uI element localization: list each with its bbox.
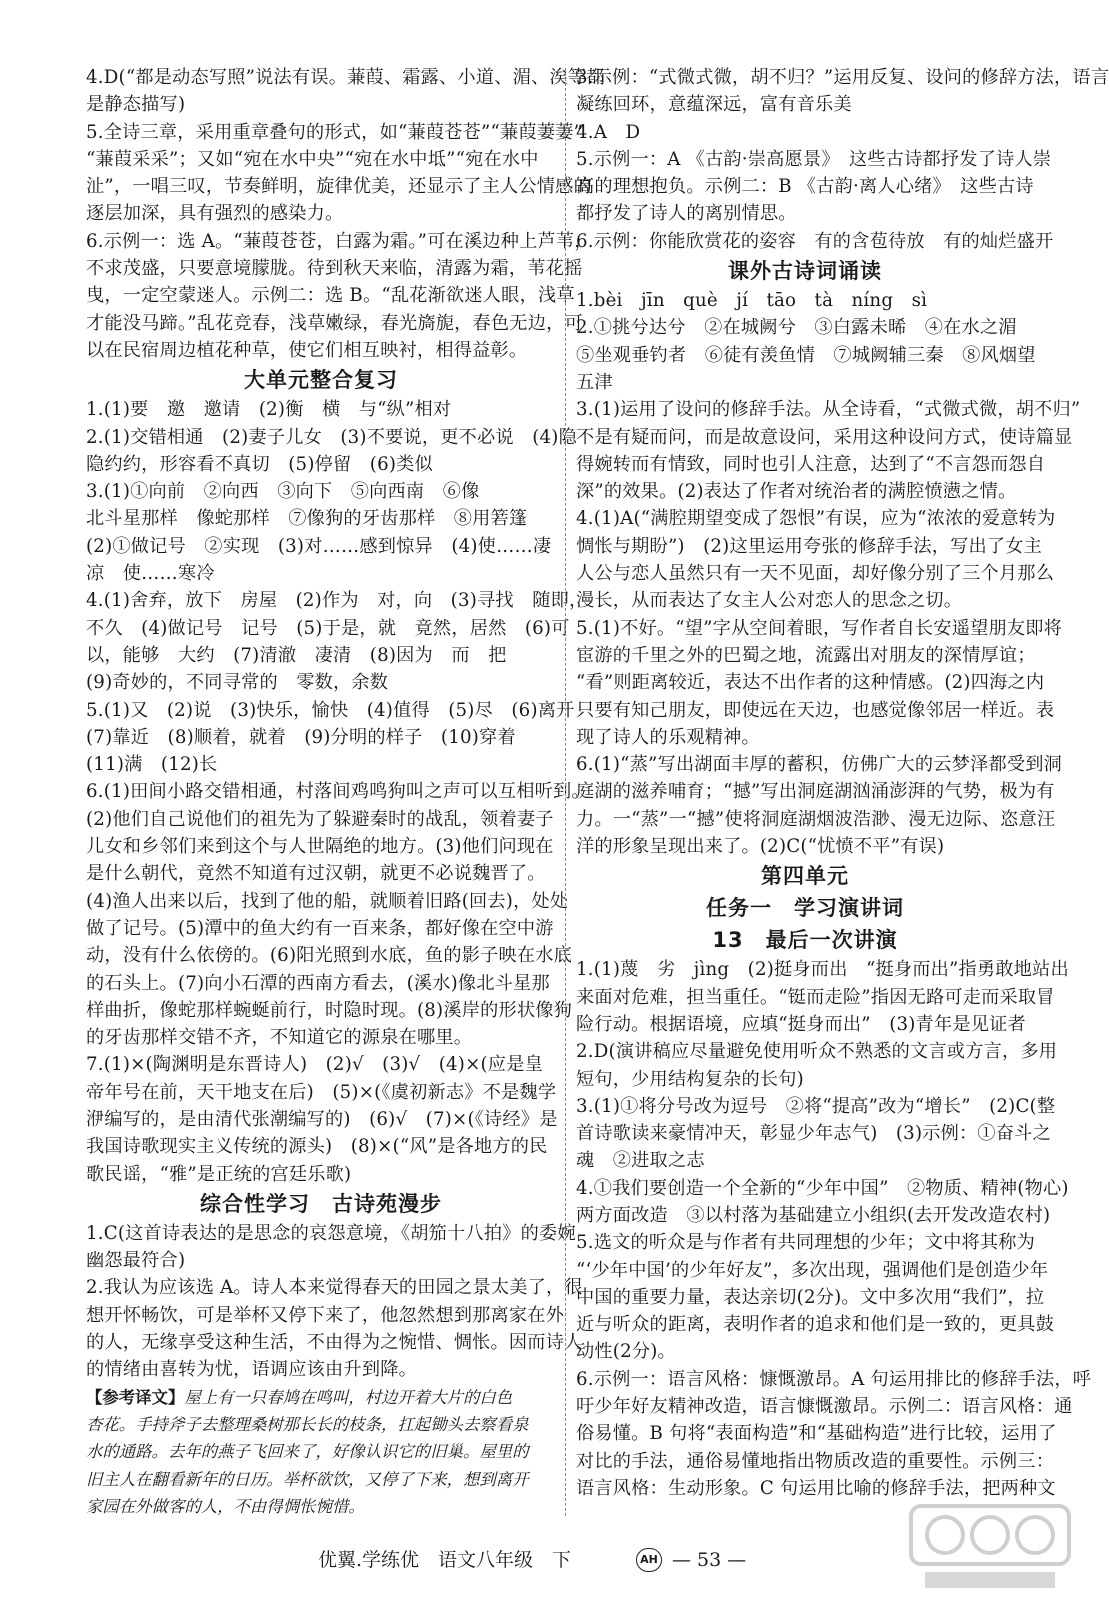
section-heading: 课外古诗词诵读 [728,259,882,284]
section-heading: 第四单元 [761,864,849,889]
answer-line: 5.全诗三章，采用重章叠句的形式，如“蒹葭苍苍”“蒹葭萋萋” [86,121,584,143]
answer-line: 3.(1)运用了设问的修辞手法。从全诗看，“式微式微，胡不归” [576,399,1081,421]
answer-line: 3.(1)①将分号改为逗号 ②将“提高”改为“增长” (2)C(整 [576,1095,1056,1117]
answer-line: 1.(1)蔑 劣 jìng (2)挺身而出 “挺身而出”指勇敢地站出 [576,959,1069,981]
answer-line: (4)渔人出来以后，找到了他的船，就顺着旧路(回去)，处处 [86,890,569,912]
section-heading: 综合性学习 古诗苑漫步 [200,1191,442,1216]
answer-line: (11)满 (12)长 [86,754,218,776]
answer-line: 5.选文的听众是与作者有共同理想的少年；文中将其称为 [576,1232,1036,1254]
answer-line: 力。一“蒸”一“撼”使将洞庭湖烟波浩渺、漫无边际、恣意汪 [576,808,1056,830]
answer-line: 不是有疑而问，而是故意设问，采用这种设问方式，使诗篇显 [576,426,1073,448]
answer-line: 曳，一定空蒙迷人。示例二：选 B。“乱花渐欲迷人眼，浅草 [86,285,575,307]
answer-line: 凉 使……寒冷 [86,563,215,585]
answer-line: 6.示例一：选 A。“蒹葭苍苍，白露为霜。”可在溪边种上芦苇， [86,230,593,252]
answer-line: 才能没马蹄。”乱花竞春，浅草嫩绿，春光旖旎，春色无边，可 [86,312,583,334]
reference-translation-line [86,1384,556,1411]
answer-line: 的情绪由喜转为忧，语调应该由升到降。 [86,1359,417,1381]
answer-line: 险行动。根据语境，应填“挺身而出” (3)青年是见证者 [576,1013,1026,1035]
section-heading: 大单元整合复习 [244,368,398,393]
answer-line: 的牙齿那样交错不齐，不知道它的源泉在哪里。 [86,1027,473,1049]
answer-line: 北斗星那样 像蛇那样 ⑦像狗的牙齿那样 ⑧用箬篷 [86,508,528,530]
answer-line: 5.(1)不好。“望”字从空间着眼，写作者自长安遥望朋友即将 [576,617,1063,639]
answer-line: 4.(1)舍弃，放下 房屋 (2)作为 对，向 (3)寻找 随即， [86,590,588,612]
answer-line: 两方面改造 ③以村落为基础建立小组织(去开发改造农村) [576,1204,1051,1226]
answer-line: 漫长，从而表达了女主人公对恋人的思念之切。 [576,590,963,612]
answer-line: 洢编写的，是由清代张潮编写的) (6)√ (7)×(《诗经》是 [86,1108,558,1130]
answer-line: 短句，少用结构复杂的长句) [576,1068,804,1090]
answer-line: 隐约约，形容看不真切 (5)停留 (6)类似 [86,453,433,475]
reference-translation-line [86,1466,556,1493]
answer-line: 近与听众的距离，表明作者的追求和他们是一致的，更具鼓 [576,1314,1055,1336]
answer-line: 6.(1)“蒸”写出湖面丰厚的蓄积，仿佛广大的云梦泽都受到洞 [576,754,1063,776]
answer-line: 只要有知己朋友，即使远在天边，也感觉像邻居一样近。表 [576,699,1055,721]
answer-line: 儿女和乡邻们来到这个与人世隔绝的地方。(3)他们问现在 [86,836,554,858]
reference-translation-text: 家园在外做客的人，不由得惆怅惋惜。 [86,1496,365,1516]
answer-line: 2.我认为应该选 A。诗人本来觉得春天的田园之景太美了，很 [86,1277,583,1299]
answer-line: (7)靠近 (8)顺着，就着 (9)分明的样子 (10)穿着 [86,726,516,748]
reference-translation-text: 屋上有一只春鸠在鸣叫，村边开着大片的白色 [184,1387,513,1407]
answer-line: 5.(1)又 (2)说 (3)快乐，愉快 (4)值得 (5)尽 (6)离开 [86,699,575,721]
answer-line: 样曲折，像蛇那样蜿蜒前行，时隐时现。(8)溪岸的形状像狗 [86,999,573,1021]
reference-translation-text: 水的通路。去年的燕子飞回来了，好像认识它的旧巢。屋里的 [86,1442,529,1462]
answer-line: (9)奇妙的，不同寻常的 零数，余数 [86,672,389,694]
answer-line: 现了诗人的乐观精神。 [576,726,760,748]
answer-line: 深”的效果。(2)表达了作者对统治者的满腔愤懑之情。 [576,481,1017,503]
answer-line: 惆怅与期盼”) (2)这里运用夸张的修辞手法，写出了女主 [576,535,1043,557]
answer-line: 不求茂盛，只要意境朦胧。待到秋天来临，清露为霜，苇花摇 [86,258,583,280]
answer-line: 做了记号。(5)潭中的鱼大约有一百来条，都好像在空中游 [86,917,554,939]
answer-line: 4.①我们要创造一个全新的“少年中国” ②物质、精神(物心) [576,1177,1069,1199]
answer-line: 人公与恋人虽然只有一天不见面，却好像分别了三个月那么 [576,563,1055,585]
answer-line: 来面对危难，担当重任。“铤而走险”指因无路可走而采取冒 [576,986,1055,1008]
answer-line: 2.①挑兮达兮 ②在城阙兮 ③白露未晞 ④在水之湄 [576,317,1017,339]
answer-line: 以在民宿周边植花种草，使它们相互映衬，相得益彰。 [86,339,528,361]
answer-line: 语言风格：生动形象。C 句运用比喻的修辞手法，把两种文 [576,1477,1056,1499]
answer-line: 是什么朝代，竟然不知道有过汉朝，就更不必说魏晋了。 [86,863,546,885]
right-column [576,64,1109,1502]
answer-line: 的人，无缘享受这种生活，不由得为之惋惜、惆怅。因而诗人 [86,1332,583,1354]
answer-line: 凝练回环，意蕴深远，富有音乐美 [576,94,852,116]
answer-line: 幽怨最符合) [86,1250,186,1272]
answer-line: 洋的形象呈现出来了。(2)C(“忧愤不平”有误) [576,836,945,858]
answer-line: “蒹葭采采”；又如“宛在水中央”“宛在水中坻”“宛在水中 [86,148,539,170]
answer-line: 4.(1)A(“满腔期望变成了怨恨”有误，应为“浓浓的爱意转为 [576,508,1056,530]
answer-line: 3.(1)①向前 ②向西 ③向下 ⑤向西南 ⑥像 [86,481,480,503]
answer-line: 吁少年好友精神改造，语言慷慨激昂。示例二：语言风格：通 [576,1396,1073,1418]
page-number: — 53 — [672,1549,747,1571]
answer-line: 以，能够 大约 (7)清澈 凄清 (8)因为 而 把 [86,644,507,666]
edition-badge: AH [636,1548,662,1572]
answer-line: 沚”，一唱三叹，节奏鲜明，旋律优美，还显示了主人公情感的 [86,176,592,198]
answer-line: 动，没有什么依傍的。(6)阳光照到水底，鱼的影子映在水底 [86,945,573,967]
reference-translation-line [86,1411,556,1438]
answer-line: 的石头上。(7)向小石潭的西南方看去，(溪水)像北斗星那 [86,972,550,994]
reference-translation-line [86,1438,556,1465]
answer-line: 1.(1)要 邀 邀请 (2)衡 横 与“纵”相对 [86,399,452,421]
answer-line: 逐层加深，具有强烈的感染力。 [86,203,344,225]
answer-line: 得婉转而有情致，同时也引人注意，达到了“不言怨而怨自 [576,453,1046,475]
answer-line: (2)他们自己说他们的祖先为了躲避秦时的战乱，领着妻子 [86,808,554,830]
answer-line: 帝年号在前，天干地支在后) (5)×(《虞初新志》不是魏学 [86,1081,557,1103]
answer-line: 庭湖的滋养哺育；“撼”写出洞庭湖汹涌澎湃的气势，极为有 [576,781,1055,803]
reference-translation-text: 杏花。手持斧子去整理桑树那长长的枝条，扛起锄头去察看泉 [86,1414,529,1434]
reference-translation-line [86,1493,556,1520]
answer-line: 中国的重要力量，表达亲切(2分)。文中多次用“我们”，拉 [576,1286,1045,1308]
answer-line: 是静态描写) [86,94,186,116]
answer-line: 对比的手法，通俗易懂地指出物质改造的重要性。示例三： [576,1450,1055,1472]
answer-line: 3.示例：“式微式微，胡不归？”运用反复、设问的修辞方法，语言 [576,67,1109,88]
reference-translation-text: 旧主人在翻看新年的日历。举杯欲饮，又停了下来，想到离开 [86,1469,529,1489]
answer-line: 4.D(“都是动态写照”说法有误。蒹葭、霜露、小道、湄、涘等都 [86,67,605,88]
answer-line: 都抒发了诗人的离别情思。 [576,203,797,225]
answer-line: 动性(2分)。 [576,1341,676,1363]
watermark-logo [905,1500,1075,1595]
answer-line: 高的理想抱负。示例二：B 《古韵·离人心绪》 这些古诗 [576,176,1034,198]
answer-line: ⑤坐观垂钓者 ⑥徒有羡鱼情 ⑦城阙辅三秦 ⑧风烟望 [576,344,1036,366]
footer-book-title: 优翼.学练优 语文八年级 下 [318,1549,572,1571]
answer-line: 7.(1)×(陶渊明是东晋诗人) (2)√ (3)√ (4)×(应是皇 [86,1054,543,1076]
reference-translation-label: 【参考译文】 [86,1387,185,1407]
section-heading: 任务一 学习演讲词 [706,896,904,921]
answer-line: “看”则距离较近，表达不出作者的这种情感。(2)四海之内 [576,672,1045,694]
answer-line: 想开怀畅饮，可是举杯又停下来了，他忽然想到那离家在外 [86,1304,565,1326]
answer-line: 4.A D [576,121,641,143]
section-heading: 13 最后一次讲演 [712,928,898,953]
answer-line: 6.示例一：语言风格：慷慨激昂。A 句运用排比的修辞手法，呼 [576,1368,1092,1390]
column-divider [565,68,566,1516]
answer-line: (2)①做记号 ②实现 (3)对……感到惊异 (4)使……凄 [86,535,552,557]
answer-line: 歌民谣，“雅”是正统的宫廷乐歌) [86,1163,352,1185]
answer-line: 我国诗歌现实主义传统的源头) (8)×(“风”是各地方的民 [86,1136,548,1158]
answer-line: 1.bèi jīn què jí tāo tà níng sì [576,290,928,312]
answer-line: 1.C(这首诗表达的是思念的哀怨意境，《胡笳十八拍》的委婉 [86,1222,576,1244]
answer-line: 不久 (4)做记号 记号 (5)于是，就 竟然，居然 (6)可 [86,617,570,639]
answer-line: 五津 [576,371,613,393]
answer-line: 魂 ②进取之志 [576,1150,705,1172]
answer-line: 首诗歌读来豪情冲天，彰显少年志气) (3)示例：①奋斗之 [576,1123,1051,1145]
answer-line: 俗易懂。B 句将“表面构造”和“基础构造”进行比较，运用了 [576,1423,1057,1445]
answer-line: 5.示例一：A 《古韵·崇高愿景》 这些古诗都抒发了诗人崇 [576,148,1052,170]
answer-line: 6.(1)田间小路交错相通，村落间鸡鸣狗叫之声可以互相听到。 [86,781,590,803]
answer-line: 2.D(演讲稿应尽量避免使用听众不熟悉的文言或方言，多用 [576,1041,1058,1063]
answer-line: 宦游的千里之外的巴蜀之地，流露出对朋友的深情厚谊； [576,644,1036,666]
answer-line: “‘少年中国’的少年好友”，多次出现，强调他们是创造少年 [576,1259,1049,1281]
answer-line: 6.示例：你能欣赏花的姿容 有的含苞待放 有的灿烂盛开 [576,230,1054,252]
answer-line: 2.(1)交错相通 (2)妻子儿女 (3)不要说，更不必说 (4)隐 [86,426,577,448]
